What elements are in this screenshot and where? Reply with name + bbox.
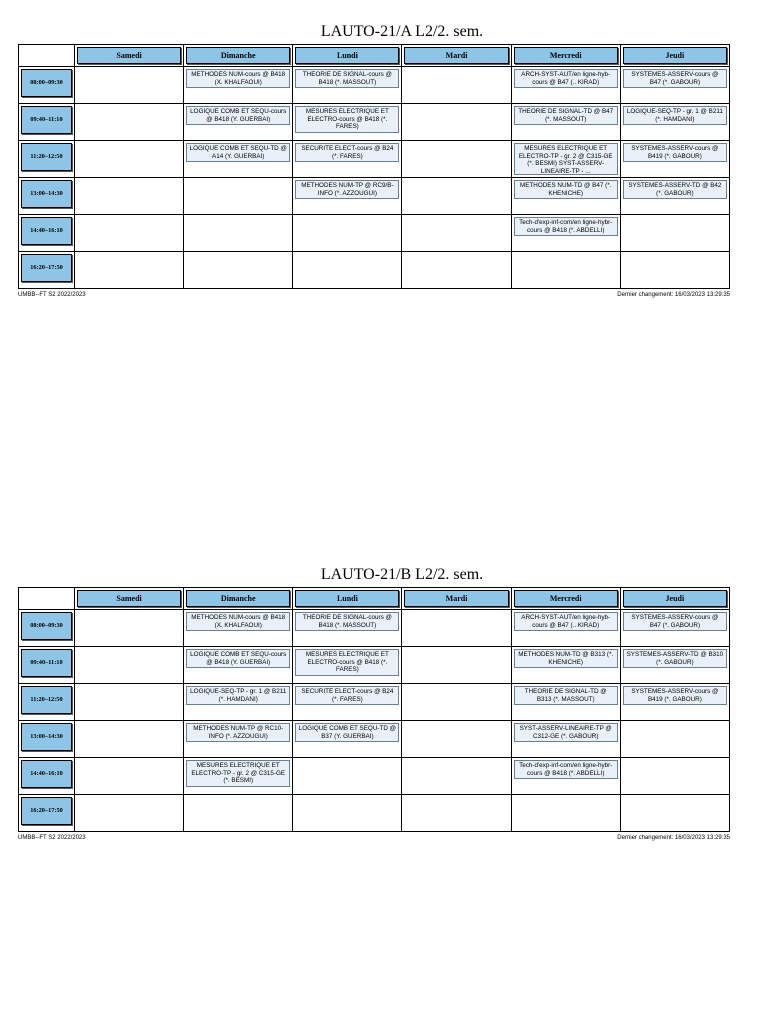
schedule-cell [75, 215, 184, 252]
schedule-cell [75, 141, 184, 178]
course-entry: SYST-ASSERV-LINEAIRE-TP @ C312-GE (*. GABOUR) [514, 723, 618, 742]
schedule-cell [184, 684, 293, 721]
schedule-cell [184, 104, 293, 141]
schedule-cell [75, 721, 184, 758]
course-entry: MESURES ELECTRIQUE ET ELECTRO-TP - gr. 2 @ C315-GE (*. BESMI) SYST-ASSERV-LINEAIRE-TP - ... [514, 143, 618, 175]
timetable-a [18, 22, 730, 298]
schedule-cell [75, 647, 184, 684]
grid-corner [19, 45, 75, 67]
course-entry: ARCH-SYST-AUT/en ligne-hyb-cours @ B47 (.. KIRAD) [514, 612, 618, 631]
time-slot-label: 08:00–09:30 [21, 69, 72, 97]
schedule-cell [75, 252, 184, 289]
course-entry: THEORIE DE SIGNAL-cours @ B418 (*. MASSOUT) [295, 69, 399, 88]
course-entry: SYSTEMES-ASSERV-TD @ B42 (*. GABOUR) [623, 180, 727, 199]
time-slot-label: 11:20–12:50 [21, 143, 72, 171]
time-slot-label: 11:20–12:50 [21, 686, 72, 714]
course-entry: LOGIQUE-SEQ-TP - gr. 1 @ B211 (*. HAMDANI) [186, 686, 290, 705]
course-entry: METHODES NUM-cours @ B418 (X. KHALFAOUI) [186, 69, 290, 88]
schedule-cell [620, 178, 729, 215]
schedule-cell [293, 795, 402, 832]
course-entry: THEORIE DE SIGNAL-TD @ B313 (*. MASSOUT) [514, 686, 618, 705]
page-footer [18, 292, 730, 298]
schedule-cell [402, 795, 511, 832]
time-slot-label: 13:00–14:30 [21, 180, 72, 208]
schedule-cell [620, 795, 729, 832]
schedule-cell [511, 610, 620, 647]
schedule-cell [402, 758, 511, 795]
schedule-cell [293, 647, 402, 684]
time-slot-row [19, 141, 730, 178]
time-slot-row [19, 610, 730, 647]
schedule-cell [293, 67, 402, 104]
schedule-cell [75, 795, 184, 832]
schedule-grid [18, 44, 730, 289]
course-entry: SYSTEMES-ASSERV-cours @ B47 (*. GABOUR) [623, 612, 727, 631]
schedule-cell [402, 215, 511, 252]
timetable-title: LAUTO-21/A L2/2. sem. [320, 23, 484, 40]
day-header-lundi: Lundi [295, 47, 399, 64]
schedule-cell [402, 610, 511, 647]
time-slot-label: 16:20–17:50 [21, 254, 72, 282]
course-entry: THEORIE DE SIGNAL-TD @ B47 (*. MASSOUT) [514, 106, 618, 125]
day-header-mardi: Mardi [404, 590, 508, 607]
schedule-cell [620, 104, 729, 141]
course-entry: SYSTEMES-ASSERV-cours @ B419 (*. GABOUR) [623, 686, 727, 705]
schedule-cell [620, 721, 729, 758]
time-slot-label: 14:40–16:10 [21, 217, 72, 245]
schedule-cell [184, 795, 293, 832]
schedule-cell [620, 610, 729, 647]
schedule-cell [184, 610, 293, 647]
course-entry: LOGIQUE COMB ET SEQU-cours @ B418 (Y. GUERBAI) [186, 106, 290, 125]
schedule-cell [184, 178, 293, 215]
footer-last-change: Dernier changement: 16/03/2023 13:29:35 [617, 835, 730, 841]
schedule-cell [402, 67, 511, 104]
schedule-cell [293, 215, 402, 252]
schedule-cell [402, 104, 511, 141]
course-entry: SYSTEMES-ASSERV-cours @ B47 (*. GABOUR) [623, 69, 727, 88]
time-slot-row [19, 252, 730, 289]
time-slot-row [19, 758, 730, 795]
course-entry: SECURITE ELECT-cours @ B24 (*. FARES) [295, 686, 399, 705]
schedule-cell [511, 721, 620, 758]
grid-corner [19, 588, 75, 610]
day-header-samedi: Samedi [77, 47, 181, 64]
schedule-cell [511, 104, 620, 141]
time-slot-label: 09:40–11:10 [21, 106, 72, 134]
course-entry: METHODES NUM-TP @ RC9/B-INFO (*. AZZOUGUI) [295, 180, 399, 199]
schedule-cell [75, 684, 184, 721]
schedule-cell [511, 795, 620, 832]
schedule-cell [620, 215, 729, 252]
time-slot-row [19, 67, 730, 104]
schedule-cell [75, 67, 184, 104]
day-header-mercredi: Mercredi [514, 47, 618, 64]
day-header-dimanche: Dimanche [186, 590, 290, 607]
schedule-cell [402, 721, 511, 758]
course-entry: METHODES NUM-cours @ B418 (X. KHALFAOUI) [186, 612, 290, 631]
time-slot-row [19, 104, 730, 141]
course-entry: LOGIQUE COMB ET SEQU-TD @ A14 (Y. GUERBAI) [186, 143, 290, 162]
course-entry: MESURES ELECTRIQUE ET ELECTRO-cours @ B418 (*. FARES) [295, 649, 399, 676]
schedule-cell [402, 178, 511, 215]
schedule-cell [75, 610, 184, 647]
schedule-cell [184, 141, 293, 178]
course-entry: MESURES ELECTRIQUE ET ELECTRO-cours @ B418 (*. FARES) [295, 106, 399, 133]
schedule-cell [184, 647, 293, 684]
time-slot-label: 13:00–14:30 [21, 723, 72, 751]
schedule-cell [511, 178, 620, 215]
course-entry: ARCH-SYST-AUT/en ligne-hyb-cours @ B47 (.. KIRAD) [514, 69, 618, 88]
footer-institution: UMBB--FT S2 2022/2023 [18, 835, 86, 841]
time-slot-row [19, 721, 730, 758]
schedule-cell [184, 252, 293, 289]
schedule-cell [620, 67, 729, 104]
schedule-cell [184, 721, 293, 758]
time-slot-label: 14:40–16:10 [21, 760, 72, 788]
course-entry: Tech-d'exp-inf-com/en ligne-hybr-cours @ B418 (*. ABDELLI) [514, 217, 618, 236]
schedule-cell [402, 647, 511, 684]
course-entry: METHODES NUM-TD @ B313 (*. KHENICHE) [514, 649, 618, 668]
schedule-cell [293, 252, 402, 289]
course-entry: LOGIQUE COMB ET SEQU-TD @ B37 (Y. GUERBAI) [295, 723, 399, 742]
schedule-cell [184, 67, 293, 104]
time-slot-label: 08:00–09:30 [21, 612, 72, 640]
schedule-cell [293, 721, 402, 758]
course-entry: METHODES NUM-TD @ B47 (*. KHENICHE) [514, 180, 618, 199]
course-entry: LOGIQUE COMB ET SEQU-cours @ B418 (Y. GUERBAI) [186, 649, 290, 668]
schedule-grid [18, 587, 730, 832]
time-slot-label: 16:20–17:50 [21, 797, 72, 825]
schedule-cell [511, 141, 620, 178]
schedule-cell [620, 684, 729, 721]
schedule-cell [75, 758, 184, 795]
schedule-cell [620, 647, 729, 684]
schedule-cell [511, 647, 620, 684]
course-entry: LOGIQUE-SEQ-TP - gr. 1 @ B211 (*. HAMDANI) [623, 106, 727, 125]
time-slot-label: 09:40–11:10 [21, 649, 72, 677]
schedule-cell [511, 252, 620, 289]
schedule-cell [75, 104, 184, 141]
footer-institution: UMBB--FT S2 2022/2023 [18, 292, 86, 298]
course-entry: METHODES NUM-TP @ RC10-INFO (*. AZZOUGUI) [186, 723, 290, 742]
day-header-jeudi: Jeudi [623, 590, 727, 607]
schedule-cell [184, 758, 293, 795]
schedule-cell [511, 215, 620, 252]
schedule-cell [402, 252, 511, 289]
schedule-cell [293, 758, 402, 795]
schedule-cell [511, 758, 620, 795]
page-footer [18, 835, 730, 841]
schedule-cell [293, 104, 402, 141]
schedule-cell [620, 141, 729, 178]
day-header-jeudi: Jeudi [623, 47, 727, 64]
schedule-cell [620, 252, 729, 289]
course-entry: THEORIE DE SIGNAL-cours @ B418 (*. MASSOUT) [295, 612, 399, 631]
course-entry: MESURES ELECTRIQUE ET ELECTRO-TP - gr. 2 @ C315-GE (*. BESMI) [186, 760, 290, 787]
time-slot-row [19, 684, 730, 721]
schedule-cell [293, 610, 402, 647]
day-header-lundi: Lundi [295, 590, 399, 607]
timetable-b [18, 565, 730, 841]
schedule-cell [402, 684, 511, 721]
footer-last-change: Dernier changement: 16/03/2023 13:29:35 [617, 292, 730, 298]
course-entry: SECURITE ELECT-cours @ B24 (*. FARES) [295, 143, 399, 162]
time-slot-row [19, 647, 730, 684]
schedule-cell [293, 178, 402, 215]
schedule-cell [620, 758, 729, 795]
schedule-cell [184, 215, 293, 252]
schedule-cell [293, 684, 402, 721]
schedule-cell [75, 178, 184, 215]
schedule-cell [511, 67, 620, 104]
course-entry: Tech-d'exp-inf-com/en ligne-hybr-cours @ B418 (*. ABDELLI) [514, 760, 618, 779]
timetable-title: LAUTO-21/B L2/2. sem. [320, 566, 484, 583]
schedule-cell [293, 141, 402, 178]
day-header-mercredi: Mercredi [514, 590, 618, 607]
day-header-dimanche: Dimanche [186, 47, 290, 64]
course-entry: SYSTEMES-ASSERV-TD @ B310 (*. GABOUR) [623, 649, 727, 668]
schedule-cell [402, 141, 511, 178]
time-slot-row [19, 215, 730, 252]
course-entry: SYSTEMES-ASSERV-cours @ B419 (*. GABOUR) [623, 143, 727, 162]
day-header-mardi: Mardi [404, 47, 508, 64]
schedule-cell [511, 684, 620, 721]
day-header-samedi: Samedi [77, 590, 181, 607]
time-slot-row [19, 795, 730, 832]
time-slot-row [19, 178, 730, 215]
